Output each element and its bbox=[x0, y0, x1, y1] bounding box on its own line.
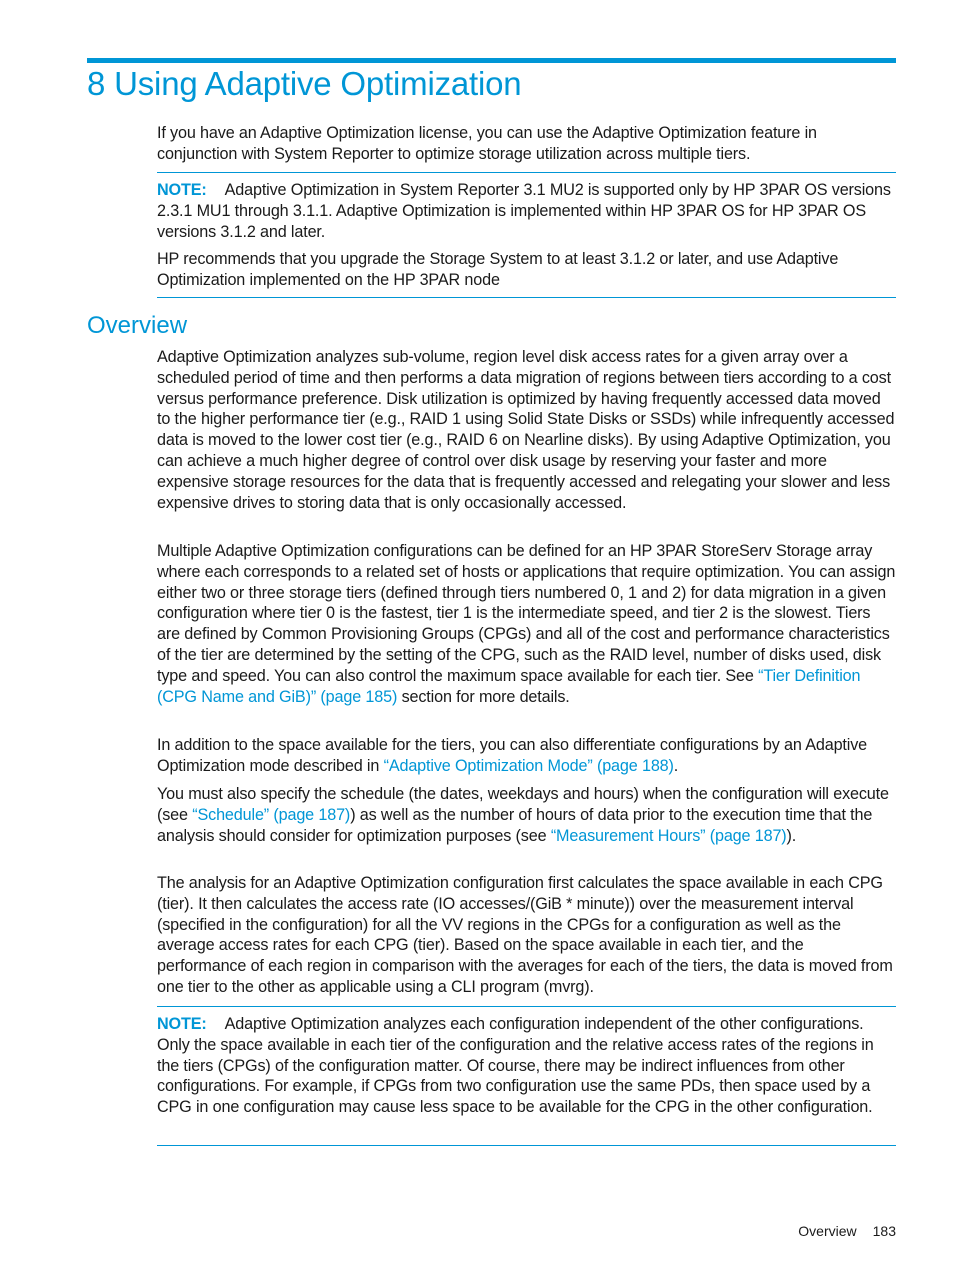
note1-paragraph bbox=[157, 180, 897, 242]
overview-p2-text-a: Multiple Adaptive Optimization configurations can be defined for an HP 3PAR StoreServ Storage array where each corresponds to a related set of hosts or applications that require optimization. You can assign either two or three storage tiers (defined through tiers numbered 0, 1 and 2) for data migration in a given configuration where tier 0 is the fastest, tier 1 is the intermediate speed, and tier 2 is the slowest. Tiers are defined by Common Provisioning Groups (CPGs) and all of the cost and performance characteristics of the tier are determined by the setting of the CPG, such as the RAID level, number of disks used, disk type and speed. You can also control the maximum space available for each tier. See bbox=[157, 542, 896, 685]
footer-page-number: 183 bbox=[872, 1223, 896, 1239]
footer-section-name: Overview bbox=[798, 1223, 857, 1239]
note2-paragraph bbox=[157, 1014, 897, 1118]
overview-p4-text-c: ). bbox=[786, 826, 797, 845]
note1-text: Adaptive Optimization in System Reporter 3.1 MU2 is supported only by HP 3PAR OS versions 2.3.1 MU1 through 3.1.1. Adaptive Optimization is implemented within HP 3PAR OS for HP 3PAR OS versions 3.1.2 and later. bbox=[157, 181, 891, 241]
note1-top-rule bbox=[157, 172, 896, 173]
note1-label: NOTE: bbox=[157, 181, 207, 199]
note2-top-rule bbox=[157, 1006, 896, 1007]
overview-paragraph-2 bbox=[157, 541, 897, 707]
note1-recommendation: HP recommends that you upgrade the Storage System to at least 3.1.2 or later, and use Adaptive Optimization implemented on the HP 3PAR node bbox=[157, 250, 839, 289]
note2-bottom-rule bbox=[157, 1145, 896, 1146]
overview-p3-text-b: . bbox=[673, 756, 679, 775]
page-footer bbox=[798, 1223, 896, 1239]
note1-bottom-rule bbox=[157, 297, 896, 298]
overview-paragraph-5: The analysis for an Adaptive Optimization configuration first calculates the space available in each CPG (tier). It then calculates the access rate (IO accesses/(GiB * minute)) over the measurement interval (specified in the configuration) for all the VV regions in the CPGs for a configuration as well as the average access rates for each CPG (tier). Based on the space available in each tier, and the performance of each region in comparison with the averages for each of the tiers, the data is moved from one tier to the other as applicable using a CLI program (mvrg). bbox=[157, 874, 893, 996]
overview-p3-text-a: In addition to the space available for the tiers, you can also differentiate configurations by an Adaptive Optimization mode described in bbox=[157, 736, 868, 775]
intro-paragraph: If you have an Adaptive Optimization license, you can use the Adaptive Optimization feature in conjunction with System Reporter to optimize storage utilization across multiple tiers. bbox=[157, 124, 817, 163]
chapter-number: 8 bbox=[87, 65, 106, 102]
note2-label: NOTE: bbox=[157, 1015, 207, 1033]
overview-p2-text-b: section for more details. bbox=[397, 687, 570, 706]
note2-text: Adaptive Optimization analyzes each configuration independent of the other configurations. Only the space available in each tier of the configuration and the relative access rates of the regions in the tiers (CPGs) of the configuration matter. Of course, there may be indirect influences from other configurations. For example, if CPGs from two configuration use the same PDs, then space used by a CPG in one configuration may cause less space to be available for the CPG in the other configuration. bbox=[157, 1015, 874, 1117]
overview-p4-text-a: You must also specify the schedule (the dates, weekdays and hours) when the configuration will execute (see bbox=[157, 785, 889, 824]
chapter-title bbox=[87, 65, 521, 103]
section-title-overview: Overview bbox=[87, 312, 188, 339]
overview-p4-text-b: ) as well as the number of hours of data prior to the execution time that the analysis should consider for optimization purposes (see bbox=[157, 805, 873, 845]
overview-paragraph-1: Adaptive Optimization analyzes sub-volume, region level disk access rates for a given array over a scheduled period of time and then performs a data migration of regions between tiers according to a cost versus performance preference. Disk utilization is optimized by having frequently accessed data moved to the higher performance tier (e.g., RAID 1 using Solid State Disks or SSDs) while infrequently accessed data is moved to the lower cost tier (e.g., RAID 6 on Nearline disks). By using Adaptive Optimization, you can achieve a much higher degree of control over disk usage by reserving your faster and more expensive storage resources for the data that is frequently accessed and relegating your slower and less expensive drives to storing data that is only occasionally accessed. bbox=[157, 348, 895, 512]
chapter-top-rule bbox=[87, 58, 896, 63]
chapter-title-text: Using Adaptive Optimization bbox=[114, 65, 522, 102]
link-ao-mode[interactable]: “Adaptive Optimization Mode” (page 188) bbox=[383, 756, 674, 775]
link-tier-definition[interactable]: “Tier Definition (CPG Name and GiB)” (page 185) bbox=[157, 666, 861, 706]
overview-paragraph-4 bbox=[157, 784, 897, 846]
link-measurement-hours[interactable]: “Measurement Hours” (page 187) bbox=[550, 826, 787, 845]
link-schedule[interactable]: “Schedule” (page 187) bbox=[192, 805, 351, 824]
overview-paragraph-3 bbox=[157, 735, 897, 777]
